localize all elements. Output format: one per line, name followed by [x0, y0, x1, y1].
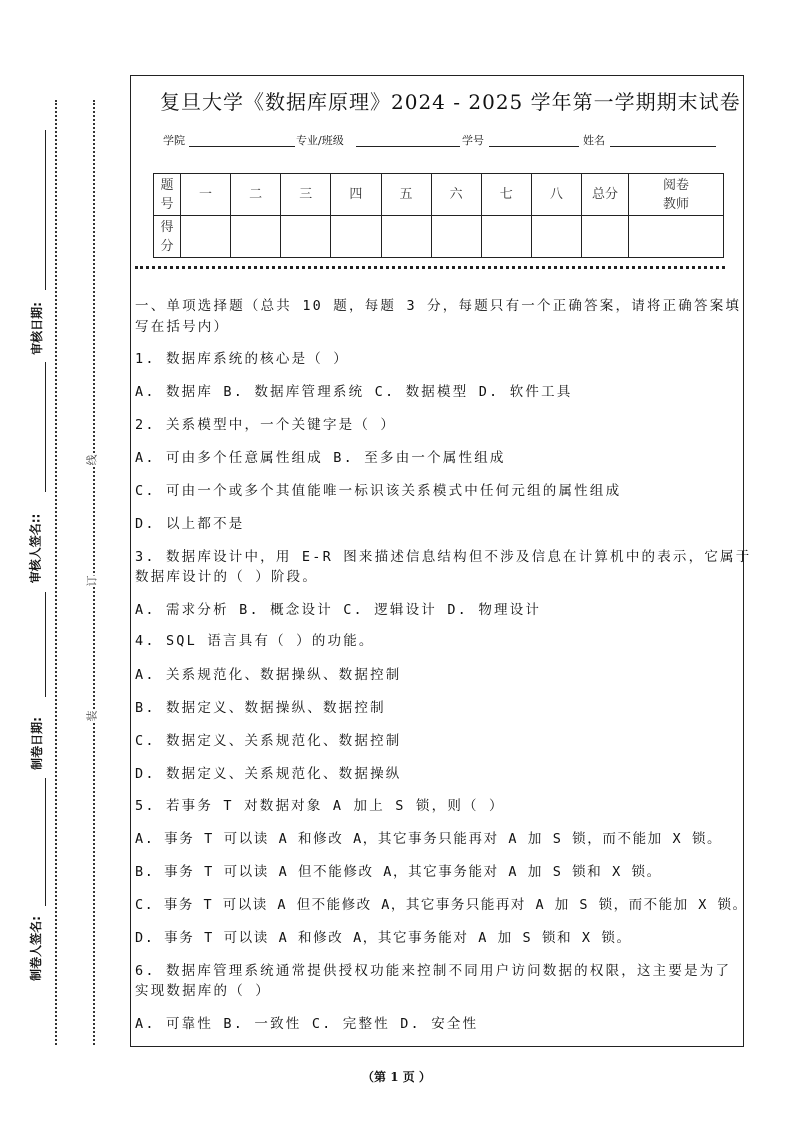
college-label: 学院: [163, 134, 185, 147]
score-cell[interactable]: [481, 216, 531, 258]
question-6-cont: 实现数据库的（ ）: [135, 983, 271, 999]
score-cell[interactable]: [181, 216, 231, 258]
question-5-option-a: A. 事务 T 可以读 A 和修改 A，其它事务只能再对 A 加 S 锁，而不能加 X 锁。: [135, 831, 723, 847]
score-cell[interactable]: [431, 216, 481, 258]
review-date-underline: [45, 130, 46, 290]
question-4-option-b: B. 数据定义、数据操纵、数据控制: [135, 700, 386, 716]
binding-char-line: 线: [85, 454, 99, 466]
score-cell[interactable]: [381, 216, 431, 258]
score-cell[interactable]: [231, 216, 281, 258]
maker-sign-label: 制卷人签名:: [28, 916, 43, 981]
column-header: 四: [331, 174, 381, 216]
question-4-option-a: A. 关系规范化、数据操纵、数据控制: [135, 667, 402, 683]
score-cell[interactable]: [531, 216, 581, 258]
question-5-option-d: D. 事务 T 可以读 A 和修改 A，其它事务能对 A 加 S 锁和 X 锁。: [135, 930, 632, 946]
column-header-reviewer: 阅卷 教师: [629, 174, 724, 216]
question-1: 1. 数据库系统的核心是（ ）: [135, 351, 350, 367]
question-5-option-b: B. 事务 T 可以读 A 但不能修改 A，其它事务能对 A 加 S 锁和 X 锁。: [135, 864, 662, 880]
question-4-option-d: D. 数据定义、关系规范化、数据操纵: [135, 766, 402, 782]
question-6: 6. 数据库管理系统通常提供授权功能来控制不同用户访问数据的权限，这主要是为了: [135, 963, 732, 979]
column-header: 一: [181, 174, 231, 216]
name-label: 姓名: [583, 134, 605, 147]
score-cell-total[interactable]: [582, 216, 629, 258]
question-5: 5. 若事务 T 对数据对象 A 加上 S 锁，则（ ）: [135, 798, 505, 814]
question-6-options: A. 可靠性 B. 一致性 C. 完整性 D. 安全性: [135, 1016, 479, 1032]
column-header: 二: [231, 174, 281, 216]
question-4-option-c: C. 数据定义、关系规范化、数据控制: [135, 733, 402, 749]
major-label: 专业/班级: [296, 134, 344, 147]
column-header: 五: [381, 174, 431, 216]
section-divider: [135, 266, 725, 269]
table-row-question-numbers: [154, 174, 724, 216]
column-header-total: 总分: [582, 174, 629, 216]
column-header: 七: [481, 174, 531, 216]
binding-char-staple: 订: [85, 575, 99, 587]
exam-title: 复旦大学《数据库原理》2024 - 2025 学年第一学期期末试卷: [160, 90, 741, 114]
maker-sign-underline: [45, 778, 46, 906]
score-row-header: 得 分: [154, 216, 181, 258]
question-3-cont: 数据库设计的（ ）阶段。: [135, 569, 319, 585]
column-header: 六: [431, 174, 481, 216]
question-2-option-d: D. 以上都不是: [135, 516, 245, 532]
binding-dotted-line-inner: [93, 100, 95, 1045]
score-cell[interactable]: [281, 216, 331, 258]
section-title-cont: 写在括号内）: [135, 319, 230, 335]
major-field[interactable]: [356, 146, 460, 147]
question-3: 3. 数据库设计中，用 E-R 图来描述信息结构但不涉及信息在计算机中的表示，它属于: [135, 549, 752, 565]
question-5-option-c: C. 事务 T 可以读 A 但不能修改 A，其它事务只能再对 A 加 S 锁，而不能加 X 锁。: [135, 897, 748, 913]
question-2: 2. 关系模型中，一个关键字是（ ）: [135, 417, 397, 433]
question-2-option-c: C. 可由一个或多个其值能唯一标识该关系模式中任何元组的属性组成: [135, 483, 622, 499]
question-number-header: 题 号: [154, 174, 181, 216]
question-4: 4. SQL 语言具有（ ）的功能。: [135, 633, 375, 649]
reviewer-sign-underline: [45, 362, 46, 492]
student-id-field[interactable]: [489, 146, 579, 147]
score-table: [153, 173, 724, 258]
review-date-label: 审核日期:: [29, 302, 44, 355]
made-date-label: 制卷日期:: [29, 717, 44, 770]
score-cell-reviewer[interactable]: [629, 216, 724, 258]
question-3-options: A. 需求分析 B. 概念设计 C. 逻辑设计 D. 物理设计: [135, 602, 542, 618]
student-id-label: 学号: [462, 134, 484, 147]
made-date-underline: [45, 592, 46, 697]
column-header: 三: [281, 174, 331, 216]
score-cell[interactable]: [331, 216, 381, 258]
table-row-scores: [154, 216, 724, 258]
question-1-options: A. 数据库 B. 数据库管理系统 C. 数据模型 D. 软件工具: [135, 384, 573, 400]
page-number: （第 1 页 ）: [362, 1070, 431, 1084]
binding-char-bind: 装: [85, 710, 99, 722]
reviewer-sign-label: 审核人签名::: [28, 513, 43, 584]
section-title: 一、单项选择题（总共 10 题，每题 3 分，每题只有一个正确答案，请将正确答案填: [135, 298, 742, 314]
question-2-options-ab: A. 可由多个任意属性组成 B. 至多由一个属性组成: [135, 450, 506, 466]
name-field[interactable]: [610, 146, 716, 147]
binding-dotted-line-outer: [55, 100, 57, 1045]
column-header: 八: [531, 174, 581, 216]
college-field[interactable]: [189, 146, 295, 147]
